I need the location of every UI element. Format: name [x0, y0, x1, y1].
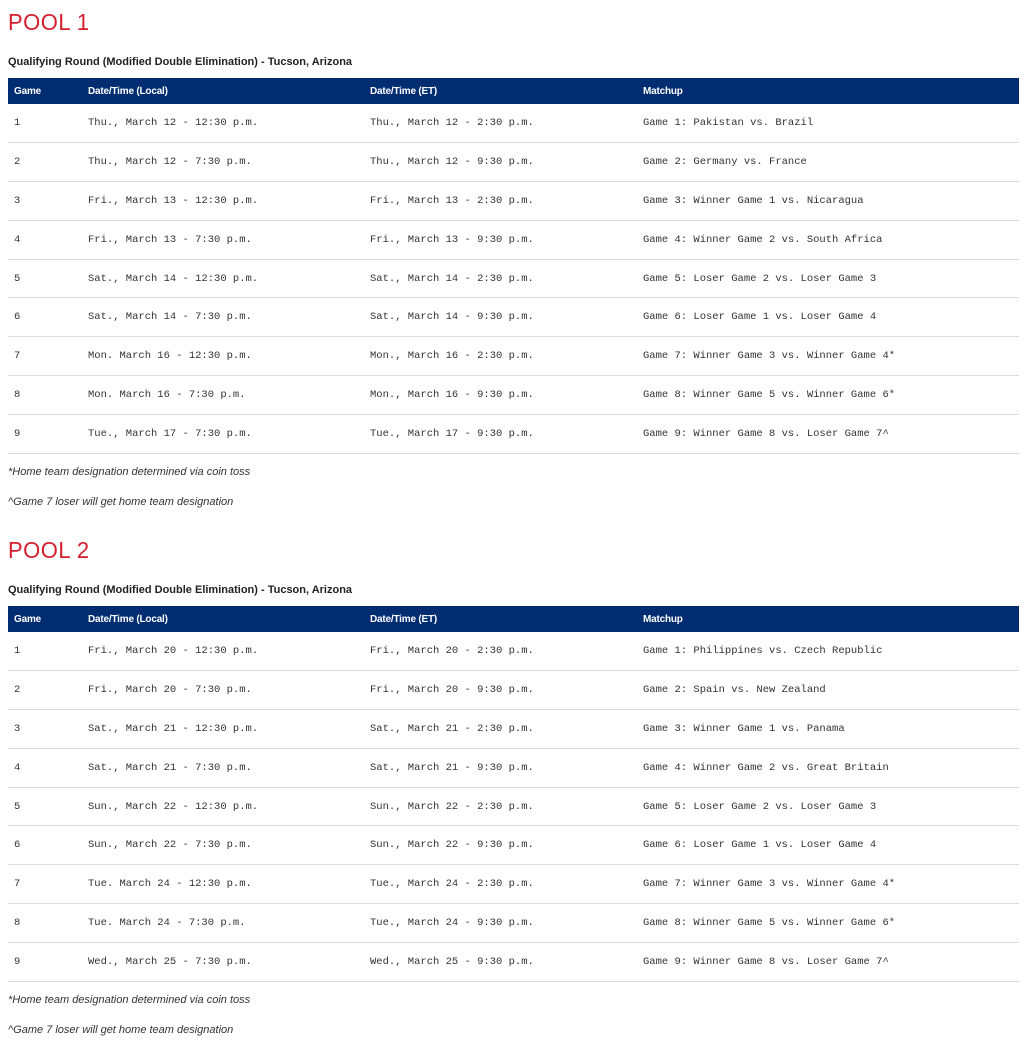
schedule-table	[8, 606, 1019, 982]
table-row	[8, 710, 1019, 749]
header-date-et: Date/Time (ET)	[370, 613, 438, 625]
table-row	[8, 826, 1019, 865]
cell-matchup: Game 3: Winner Game 1 vs. Panama	[643, 722, 845, 735]
cell-matchup: Game 1: Pakistan vs. Brazil	[643, 117, 814, 130]
cell-date-local: Wed., March 25 - 7:30 p.m.	[88, 955, 252, 968]
header-matchup: Matchup	[643, 85, 683, 97]
table-row	[8, 748, 1019, 787]
table-row	[8, 904, 1019, 943]
cell-date-et: Thu., March 12 - 2:30 p.m.	[370, 117, 534, 130]
cell-date-et: Sat., March 21 - 2:30 p.m.	[370, 722, 534, 735]
pool-subtitle: Qualifying Round (Modified Double Elimination) - Tucson, Arizona	[8, 584, 353, 596]
cell-game: 3	[14, 722, 21, 735]
cell-matchup: Game 5: Loser Game 2 vs. Loser Game 3	[643, 272, 877, 285]
cell-date-et: Tue., March 24 - 2:30 p.m.	[370, 878, 534, 891]
table-header-row	[8, 78, 1019, 104]
table-header-row	[8, 606, 1019, 632]
cell-game: 9	[14, 955, 21, 968]
cell-date-et: Sat., March 21 - 9:30 p.m.	[370, 761, 534, 774]
cell-matchup: Game 7: Winner Game 3 vs. Winner Game 4*	[643, 350, 896, 363]
cell-date-local: Sat., March 21 - 12:30 p.m.	[88, 722, 259, 735]
cell-game: 6	[14, 839, 21, 852]
table-row	[8, 337, 1019, 376]
cell-matchup: Game 8: Winner Game 5 vs. Winner Game 6*	[643, 388, 896, 401]
cell-game: 3	[14, 194, 21, 207]
pool-title: POOL 2	[8, 537, 90, 564]
cell-date-local: Fri., March 13 - 12:30 p.m.	[88, 194, 259, 207]
footnote-home-team: ^Game 7 loser will get home team designation	[8, 1024, 234, 1036]
cell-matchup: Game 2: Germany vs. France	[643, 156, 807, 169]
cell-matchup: Game 8: Winner Game 5 vs. Winner Game 6*	[643, 916, 896, 929]
footnote-coin-toss: *Home team designation determined via coin toss	[8, 994, 251, 1006]
header-matchup: Matchup	[643, 613, 683, 625]
table-row	[8, 632, 1019, 671]
cell-date-et: Tue., March 17 - 9:30 p.m.	[370, 427, 534, 440]
cell-date-local: Fri., March 20 - 12:30 p.m.	[88, 645, 259, 658]
cell-game: 4	[14, 233, 21, 246]
table-row	[8, 671, 1019, 710]
cell-matchup: Game 6: Loser Game 1 vs. Loser Game 4	[643, 839, 877, 852]
cell-matchup: Game 2: Spain vs. New Zealand	[643, 684, 826, 697]
cell-date-local: Tue. March 24 - 7:30 p.m.	[88, 916, 246, 929]
footnote-home-team: ^Game 7 loser will get home team designation	[8, 496, 234, 508]
cell-game: 8	[14, 916, 21, 929]
cell-date-local: Tue. March 24 - 12:30 p.m.	[88, 878, 252, 891]
header-game: Game	[14, 85, 41, 97]
pool-subtitle: Qualifying Round (Modified Double Elimination) - Tucson, Arizona	[8, 56, 353, 68]
cell-matchup: Game 5: Loser Game 2 vs. Loser Game 3	[643, 800, 877, 813]
cell-date-et: Wed., March 25 - 9:30 p.m.	[370, 955, 534, 968]
cell-matchup: Game 1: Philippines vs. Czech Republic	[643, 645, 883, 658]
cell-matchup: Game 4: Winner Game 2 vs. Great Britain	[643, 761, 889, 774]
table-row	[8, 414, 1019, 453]
cell-date-local: Sun., March 22 - 12:30 p.m.	[88, 800, 259, 813]
cell-date-et: Fri., March 20 - 9:30 p.m.	[370, 684, 534, 697]
cell-matchup: Game 9: Winner Game 8 vs. Loser Game 7^	[643, 427, 889, 440]
cell-date-et: Fri., March 20 - 2:30 p.m.	[370, 645, 534, 658]
cell-date-et: Tue., March 24 - 9:30 p.m.	[370, 916, 534, 929]
cell-date-et: Sun., March 22 - 9:30 p.m.	[370, 839, 534, 852]
table-row	[8, 143, 1019, 182]
table-row	[8, 865, 1019, 904]
table-row	[8, 104, 1019, 143]
cell-date-local: Tue., March 17 - 7:30 p.m.	[88, 427, 252, 440]
cell-date-local: Mon. March 16 - 12:30 p.m.	[88, 350, 252, 363]
table-row	[8, 259, 1019, 298]
header-date-local: Date/Time (Local)	[88, 85, 168, 97]
pool-1-section	[8, 8, 1019, 508]
cell-date-et: Mon., March 16 - 2:30 p.m.	[370, 350, 534, 363]
cell-date-et: Thu., March 12 - 9:30 p.m.	[370, 156, 534, 169]
table-row	[8, 376, 1019, 415]
cell-game: 2	[14, 684, 21, 697]
pool-2-section	[8, 536, 1019, 1036]
cell-date-local: Fri., March 13 - 7:30 p.m.	[88, 233, 252, 246]
cell-game: 2	[14, 156, 21, 169]
table-row	[8, 182, 1019, 221]
header-game: Game	[14, 613, 41, 625]
cell-date-local: Thu., March 12 - 12:30 p.m.	[88, 117, 259, 130]
cell-matchup: Game 7: Winner Game 3 vs. Winner Game 4*	[643, 878, 896, 891]
cell-game: 5	[14, 800, 21, 813]
cell-date-et: Sat., March 14 - 2:30 p.m.	[370, 272, 534, 285]
cell-game: 7	[14, 350, 21, 363]
table-row	[8, 220, 1019, 259]
cell-date-et: Sun., March 22 - 2:30 p.m.	[370, 800, 534, 813]
cell-date-local: Sat., March 21 - 7:30 p.m.	[88, 761, 252, 774]
cell-game: 7	[14, 878, 21, 891]
cell-game: 8	[14, 388, 21, 401]
cell-matchup: Game 6: Loser Game 1 vs. Loser Game 4	[643, 311, 877, 324]
schedule-table	[8, 78, 1019, 454]
cell-game: 4	[14, 761, 21, 774]
table-row	[8, 298, 1019, 337]
cell-game: 9	[14, 427, 21, 440]
header-date-et: Date/Time (ET)	[370, 85, 438, 97]
table-row	[8, 787, 1019, 826]
cell-date-local: Sat., March 14 - 12:30 p.m.	[88, 272, 259, 285]
cell-date-et: Sat., March 14 - 9:30 p.m.	[370, 311, 534, 324]
cell-game: 1	[14, 645, 21, 658]
cell-matchup: Game 9: Winner Game 8 vs. Loser Game 7^	[643, 955, 889, 968]
cell-matchup: Game 3: Winner Game 1 vs. Nicaragua	[643, 194, 864, 207]
cell-date-local: Sun., March 22 - 7:30 p.m.	[88, 839, 252, 852]
cell-game: 5	[14, 272, 21, 285]
cell-date-et: Mon., March 16 - 9:30 p.m.	[370, 388, 534, 401]
cell-matchup: Game 4: Winner Game 2 vs. South Africa	[643, 233, 883, 246]
cell-date-et: Fri., March 13 - 2:30 p.m.	[370, 194, 534, 207]
cell-date-local: Thu., March 12 - 7:30 p.m.	[88, 156, 252, 169]
table-row	[8, 942, 1019, 981]
pool-title: POOL 1	[8, 9, 90, 36]
cell-date-local: Mon. March 16 - 7:30 p.m.	[88, 388, 246, 401]
footnote-coin-toss: *Home team designation determined via coin toss	[8, 466, 251, 478]
cell-date-local: Fri., March 20 - 7:30 p.m.	[88, 684, 252, 697]
cell-date-local: Sat., March 14 - 7:30 p.m.	[88, 311, 252, 324]
cell-date-et: Fri., March 13 - 9:30 p.m.	[370, 233, 534, 246]
cell-game: 1	[14, 117, 21, 130]
header-date-local: Date/Time (Local)	[88, 613, 168, 625]
cell-game: 6	[14, 311, 21, 324]
